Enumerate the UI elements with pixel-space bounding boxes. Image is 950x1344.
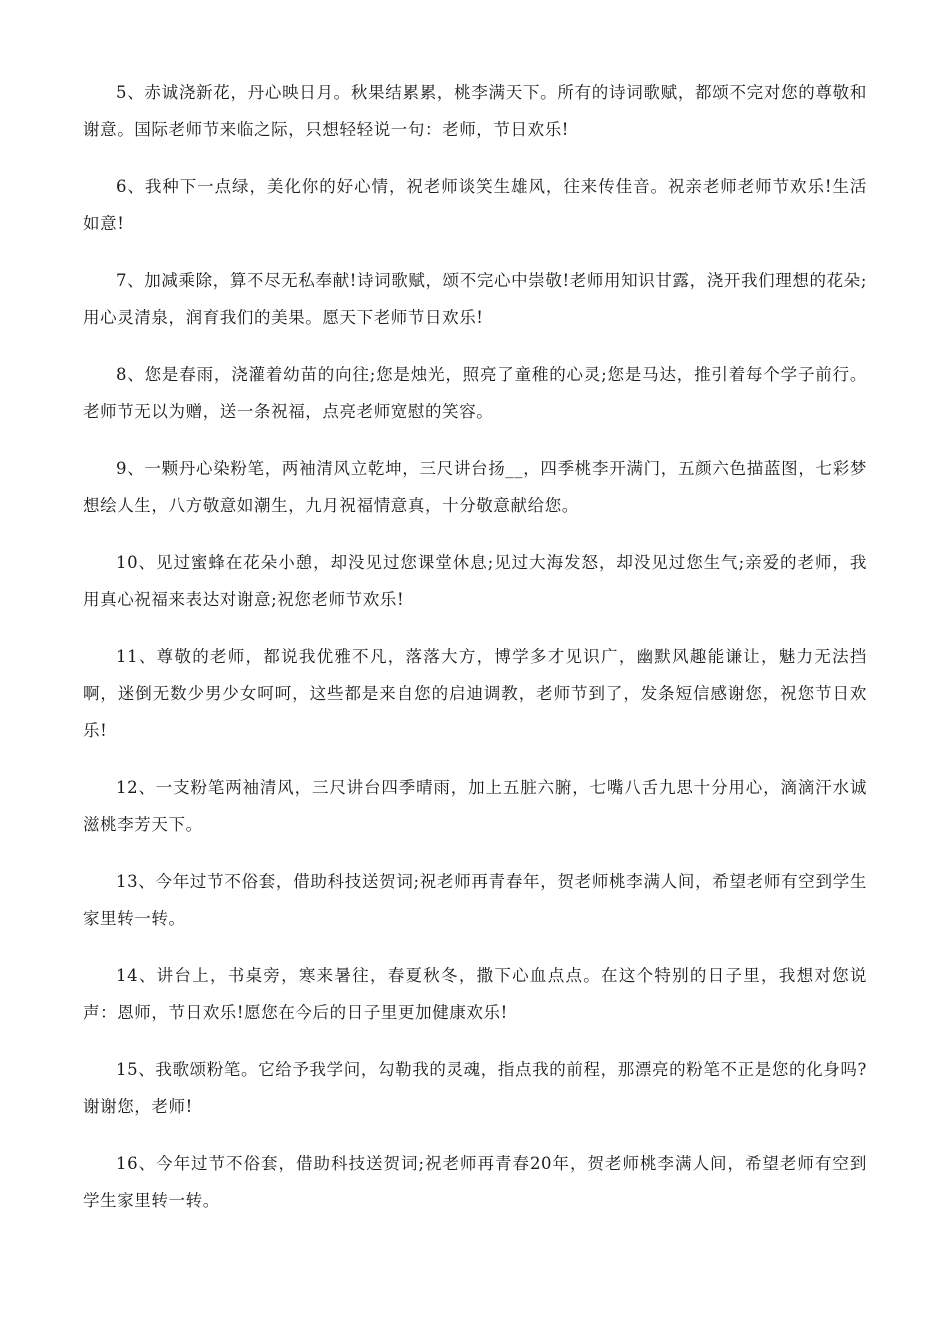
paragraph-16: 16、今年过节不俗套，借助科技送贺词;祝老师再青春20年，贺老师桃李满人间，希望老师有空到学生家里转一转。 bbox=[83, 1154, 867, 1210]
paragraph-13: 13、今年过节不俗套，借助科技送贺词;祝老师再青春年，贺老师桃李满人间，希望老师有空到学生家里转一转。 bbox=[83, 872, 867, 928]
paragraph-5: 5、赤诚浇新花，丹心映日月。秋果结累累，桃李满天下。所有的诗词歌赋，都颂不完对您的尊敬和谢意。国际老师节来临之际，只想轻轻说一句：老师，节日欢乐! bbox=[83, 83, 867, 139]
paragraph-12: 12、一支粉笔两袖清风，三尺讲台四季晴雨，加上五脏六腑，七嘴八舌九思十分用心，滴滴汗水诚滋桃李芳天下。 bbox=[83, 778, 867, 834]
paragraph-15: 15、我歌颂粉笔。它给予我学问，勾勒我的灵魂，指点我的前程，那漂亮的粉笔不正是您的化身吗?谢谢您，老师! bbox=[83, 1060, 867, 1116]
paragraph-8: 8、您是春雨，浇灌着幼苗的向往;您是烛光，照亮了童稚的心灵;您是马达，推引着每个学子前行。老师节无以为赠，送一条祝福，点亮老师宽慰的笑容。 bbox=[83, 365, 867, 421]
paragraph-10: 10、见过蜜蜂在花朵小憩，却没见过您课堂休息;见过大海发怒，却没见过您生气;亲爱的老师，我用真心祝福来表达对谢意;祝您老师节欢乐! bbox=[83, 553, 867, 609]
paragraph-11: 11、尊敬的老师，都说我优雅不凡，落落大方，博学多才见识广，幽默风趣能谦让，魅力无法挡啊，迷倒无数少男少女呵呵，这些都是来自您的启迪调教，老师节到了，发条短信感谢您，祝您节日欢乐! bbox=[83, 647, 867, 740]
paragraph-7: 7、加减乘除，算不尽无私奉献!诗词歌赋，颂不完心中崇敬!老师用知识甘露，浇开我们理想的花朵;用心灵清泉，润育我们的美果。愿天下老师节日欢乐! bbox=[83, 271, 867, 327]
document-body bbox=[83, 74, 867, 1239]
paragraph-9: 9、一颗丹心染粉笔，两袖清风立乾坤，三尺讲台扬__，四季桃李开满门，五颜六色描蓝图，七彩梦想绘人生，八方敬意如潮生，九月祝福情意真，十分敬意献给您。 bbox=[83, 459, 867, 515]
paragraph-6: 6、我种下一点绿，美化你的好心情，祝老师谈笑生雄风，往来传佳音。祝亲老师老师节欢乐!生活如意! bbox=[83, 177, 867, 233]
paragraph-14: 14、讲台上，书桌旁，寒来暑往，春夏秋冬，撒下心血点点。在这个特别的日子里，我想对您说声：恩师，节日欢乐!愿您在今后的日子里更加健康欢乐! bbox=[83, 966, 867, 1022]
